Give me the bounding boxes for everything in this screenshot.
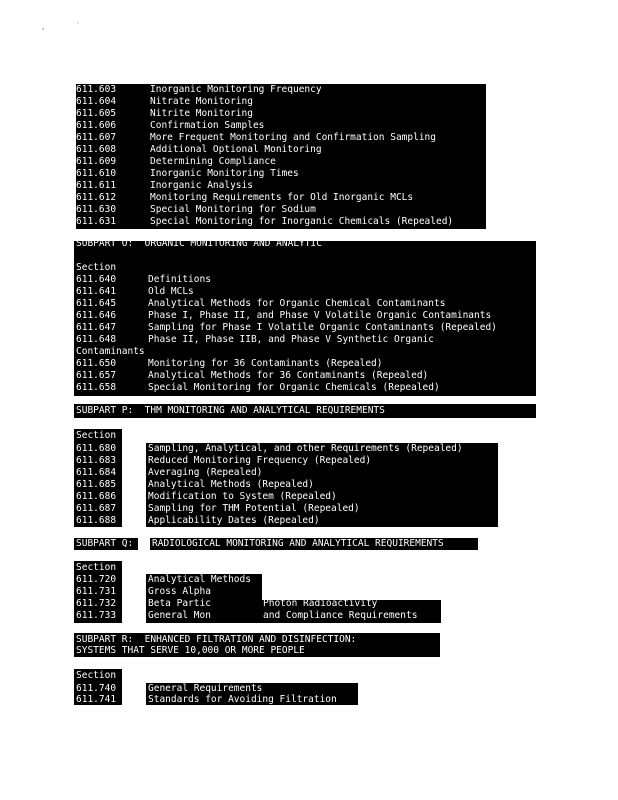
subpart-q-label: SUBPART Q:	[76, 538, 134, 549]
section-number: 611.612	[76, 192, 117, 203]
section-title: Sampling for Phase I Volatile Organic Contaminants (Repealed)	[148, 322, 497, 333]
section-number: 611.605	[76, 108, 117, 119]
section-number: 611.720	[76, 574, 117, 585]
section-number: 611.641	[76, 286, 117, 297]
section-title: Definitions	[148, 274, 211, 285]
section-number: 611.630	[76, 204, 117, 215]
section-number: 611.683	[76, 455, 117, 466]
wrapped-title-continuation: Contaminants	[76, 346, 145, 357]
scan-mark: `	[76, 22, 81, 30]
section-number: 611.648	[76, 334, 117, 345]
section-title: Inorganic Analysis	[150, 180, 253, 191]
section-title: Analytical Methods	[148, 574, 251, 585]
section-number: 611.658	[76, 382, 117, 393]
section-title: Standards for Avoiding Filtration	[148, 694, 337, 705]
section-number: 611.680	[76, 443, 117, 454]
subpart-q-heading: RADIOLOGICAL MONITORING AND ANALYTICAL REQUIREMENTS	[152, 538, 444, 549]
section-number: 611.732	[76, 598, 117, 609]
section-number: 611.640	[76, 274, 117, 285]
section-title: More Frequent Monitoring and Confirmation Sampling	[150, 132, 436, 143]
section-label: Section	[76, 562, 117, 573]
section-title: Averaging (Repealed)	[148, 467, 263, 478]
section-title: Analytical Methods (Repealed)	[148, 479, 314, 490]
section-number: 611.611	[76, 180, 117, 191]
section-title: Analytical Methods for 36 Contaminants (Repealed)	[148, 370, 429, 381]
section-number: 611.606	[76, 120, 117, 131]
section-title: Nitrate Monitoring	[150, 96, 253, 107]
subpart-o-heading: SUBPART O: ORGANIC MONITORING AND ANALYTIC	[76, 238, 322, 249]
section-title: Inorganic Monitoring Times	[150, 168, 299, 179]
section-title: Special Monitoring for Sodium	[150, 204, 316, 215]
section-number: 611.657	[76, 370, 117, 381]
section-title: Analytical Methods for Organic Chemical Contaminants	[148, 298, 446, 309]
subpart-p-heading: SUBPART P: THM MONITORING AND ANALYTICAL REQUIREMENTS	[76, 405, 385, 416]
section-number: 611.687	[76, 503, 117, 514]
section-number: 611.645	[76, 298, 117, 309]
section-title: Old MCLs	[148, 286, 194, 297]
section-number: 611.647	[76, 322, 117, 333]
section-number: 611.650	[76, 358, 117, 369]
section-title: Nitrite Monitoring	[150, 108, 253, 119]
section-number: 611.685	[76, 479, 117, 490]
section-title: Sampling, Analytical, and other Requirements (Repealed)	[148, 443, 463, 454]
section-title: Special Monitoring for Inorganic Chemicals (Repealed)	[150, 216, 454, 227]
section-number: 611.608	[76, 144, 117, 155]
section-label: Section	[76, 262, 117, 273]
section-title: Reduced Monitoring Frequency (Repealed)	[148, 455, 372, 466]
section-title: Sampling for THM Potential (Repealed)	[148, 503, 360, 514]
subpart-r-heading-line-2: SYSTEMS THAT SERVE 10,000 OR MORE PEOPLE	[76, 645, 305, 656]
section-title: Modification to System (Repealed)	[148, 491, 337, 502]
section-number: 611.733	[76, 610, 117, 621]
section-title: Monitoring Requirements for Old Inorganic MCLs	[150, 192, 414, 203]
section-number: 611.741	[76, 694, 117, 705]
section-title: Monitoring for 36 Contaminants (Repealed)	[148, 358, 383, 369]
section-title-continued: Photon Radioactivity	[263, 598, 378, 609]
section-title: Confirmation Samples	[150, 120, 265, 131]
section-number: 611.740	[76, 683, 117, 694]
scan-mark: '	[41, 27, 46, 35]
section-label: Section	[76, 670, 117, 681]
section-number: 611.609	[76, 156, 117, 167]
section-title: Beta Partic	[148, 598, 211, 609]
section-title: Additional Optional Monitoring	[150, 144, 322, 155]
section-number: 611.603	[76, 84, 117, 95]
section-number: 611.686	[76, 491, 117, 502]
section-title: Phase I, Phase II, and Phase V Volatile Organic Contaminants	[148, 310, 492, 321]
section-label: Section	[76, 430, 117, 441]
section-title: Gross Alpha	[148, 586, 211, 597]
section-title-continued: and Compliance Requirements	[263, 610, 418, 621]
section-title: Inorganic Monitoring Frequency	[150, 84, 322, 95]
section-number: 611.684	[76, 467, 117, 478]
section-number: 611.610	[76, 168, 117, 179]
section-title: Special Monitoring for Organic Chemicals (Repealed)	[148, 382, 440, 393]
section-title: Determining Compliance	[150, 156, 276, 167]
section-title: General Requirements	[148, 683, 263, 694]
section-title: General Mon	[148, 610, 211, 621]
section-number: 611.731	[76, 586, 117, 597]
section-number: 611.604	[76, 96, 117, 107]
section-title: Phase II, Phase IIB, and Phase V Synthetic Organic	[148, 334, 434, 345]
section-number: 611.607	[76, 132, 117, 143]
section-title: Applicability Dates (Repealed)	[148, 515, 320, 526]
section-number: 611.646	[76, 310, 117, 321]
section-number: 611.631	[76, 216, 117, 227]
section-number: 611.688	[76, 515, 117, 526]
subpart-r-heading-line-1: SUBPART R: ENHANCED FILTRATION AND DISINFECTION:	[76, 634, 357, 645]
